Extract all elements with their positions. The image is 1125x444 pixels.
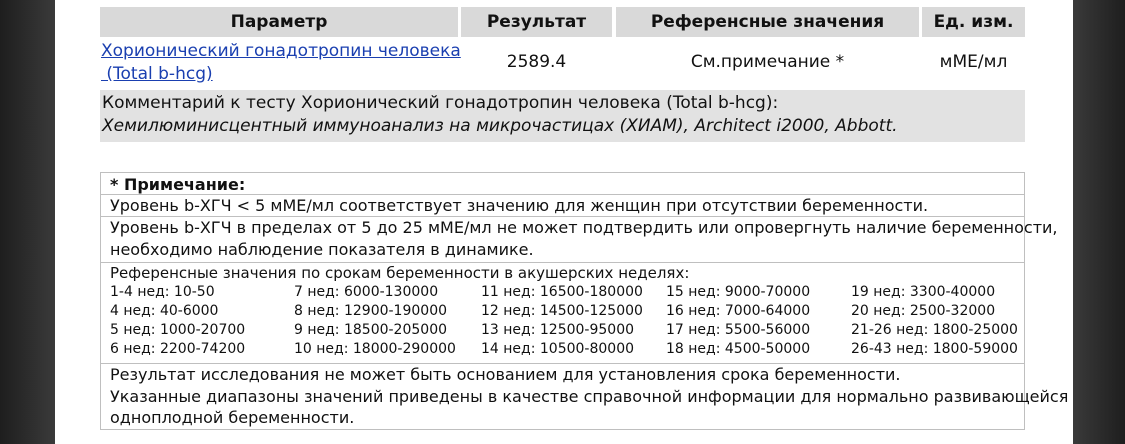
ref-entry: 15 нед: 9000-70000	[666, 284, 811, 300]
note-line-4b: одноплодной беременности.	[110, 408, 355, 427]
ref-entry: 5 нед: 1000-20700	[110, 322, 246, 338]
ref-entry: 20 нед: 2500-32000	[851, 303, 996, 319]
note-line-3: Результат исследования не может быть основанием для установления срока беременности.	[110, 365, 901, 384]
ref-entry: 11 нед: 16500-180000	[481, 284, 643, 300]
unit-value: мМЕ/мл	[939, 52, 1008, 72]
ref-entry: 26-43 нед: 1800-59000	[851, 341, 1018, 357]
ref-entry: 7 нед: 6000-130000	[294, 284, 439, 300]
ref-entry: 17 нед: 5500-56000	[666, 322, 811, 338]
ref-entry: 21-26 нед: 1800-25000	[851, 322, 1018, 338]
param-name-line2: (Total b-hcg)	[101, 64, 213, 84]
note-line-2b: необходимо наблюдение показателя в динамике.	[110, 240, 534, 259]
page-shadow-left	[0, 0, 55, 444]
note-line-1: Уровень b-ХГЧ < 5 мМЕ/мл соответствует значению для женщин при отсутствии беременности.	[110, 196, 929, 215]
result-value: 2589.4	[506, 52, 567, 72]
ref-entry: 12 нед: 14500-125000	[481, 303, 643, 319]
param-link-hcg[interactable]	[101, 40, 461, 86]
ref-entry: 4 нед: 40-6000	[110, 303, 219, 319]
note-title: * Примечание:	[110, 175, 246, 194]
header-param: Параметр	[100, 7, 458, 37]
ref-entry: 14 нед: 10500-80000	[481, 341, 635, 357]
ref-column-2	[294, 283, 456, 359]
ref-entry: 13 нед: 12500-95000	[481, 322, 635, 338]
header-reference: Референсные значения	[616, 7, 919, 37]
reference-intro: Референсные значения по срокам беременности в акушерских неделях:	[110, 264, 690, 282]
ref-column-3	[481, 283, 643, 359]
comment-title: Комментарий к тесту Хорионический гонадотропин человека (Total b-hcg):	[102, 93, 779, 113]
ref-entry: 16 нед: 7000-64000	[666, 303, 811, 319]
ref-entry: 6 нед: 2200-74200	[110, 341, 246, 357]
ref-entry: 18 нед: 4500-50000	[666, 341, 811, 357]
ref-column-1	[110, 283, 245, 359]
ref-entry: 8 нед: 12900-190000	[294, 303, 448, 319]
ref-entry: 19 нед: 3300-40000	[851, 284, 996, 300]
ref-column-4	[666, 283, 810, 359]
ref-entry: 1-4 нед: 10-50	[110, 284, 215, 300]
ref-entry: 9 нед: 18500-205000	[294, 322, 448, 338]
param-name-line1: Хорионический гонадотропин человека	[101, 41, 461, 61]
note-box	[100, 172, 1069, 430]
test-comment	[100, 90, 1025, 142]
reference-value: См.примечание *	[690, 52, 845, 72]
note-line-2a: Уровень b-ХГЧ в пределах от 5 до 25 мМЕ/мл не может подтвердить или опровергнуть наличие беременности,	[110, 218, 1058, 237]
header-unit: Ед. изм.	[922, 7, 1025, 37]
ref-entry: 10 нед: 18000-290000	[294, 341, 456, 357]
header-result: Результат	[461, 7, 612, 37]
note-line-4a: Указанные диапазоны значений приведены в качестве справочной информации для нормально развивающейся	[110, 387, 1069, 406]
ref-column-5	[851, 283, 1018, 359]
comment-method: Хемилюминисцентный иммуноанализ на микрочастицах (ХИАМ), Architect i2000, Abbott.	[102, 116, 898, 136]
page-shadow-right	[1073, 0, 1125, 444]
